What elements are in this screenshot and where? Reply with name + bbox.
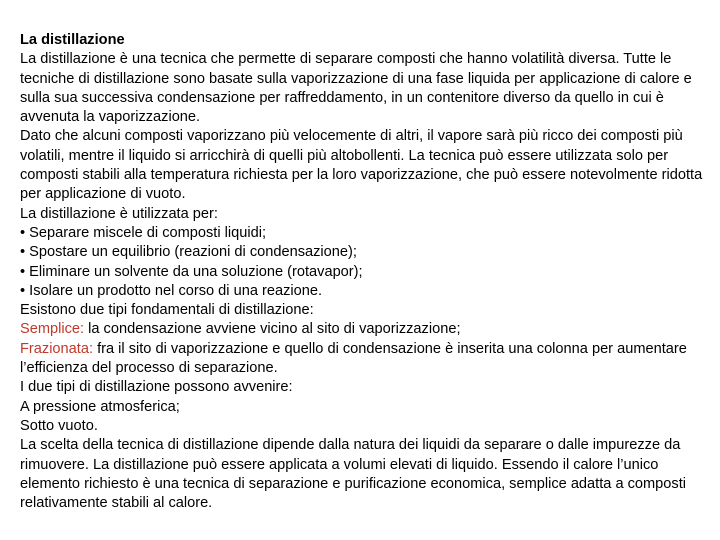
mode-item: A pressione atmosferica;: [20, 398, 180, 415]
mode-item: Sotto vuoto.: [20, 417, 98, 434]
type-simple: [20, 320, 716, 339]
document-body: [20, 31, 716, 513]
uses-heading: La distillazione è utilizzata per:: [20, 205, 218, 222]
type-simple-term: Semplice:: [20, 321, 85, 338]
type-fractional-text: fra il sito di vaporizzazione e quello di condensazione è inserita una colonna per aumentare l’efficienza del processo di separazione.: [20, 340, 687, 377]
paragraph-principle: Dato che alcuni composti vaporizzano più velocemente di altri, il vapore sarà più ricco dei composti più volatili, mentre il liquido si arricchirà di quelli più altobollenti. La tecnica può essere utilizzata solo per composti stabili alla temperatura richiesta per la loro vaporizzazione, che può essere notevolmente ridotta per applicazione di vuoto.: [20, 128, 703, 203]
uses-list-item: • Isolare un prodotto nel corso di una reazione.: [20, 282, 323, 299]
uses-list-item: • Eliminare un solvente da una soluzione (rotavapor);: [20, 263, 363, 280]
modes-heading: I due tipi di distillazione possono avvenire:: [20, 379, 293, 396]
paragraph-choice: La scelta della tecnica di distillazione dipende dalla natura dei liquidi da separare o dalle impurezze da rimuovere. La distillazione può essere applicata a volumi elevati di liquido. Essendo il calore l’unico elemento richiesto è una tecnica di separazione e purificazione economica, semplice adatta a composti relativamente stabili al calore.: [20, 437, 687, 512]
type-fractional-term: Frazionata:: [20, 340, 94, 357]
types-heading: Esistono due tipi fondamentali di distillazione:: [20, 302, 314, 319]
uses-list-item: • Spostare un equilibrio (reazioni di condensazione);: [20, 244, 357, 261]
paragraph-intro: La distillazione è una tecnica che permette di separare composti che hanno volatilità diversa. Tutte le tecniche di distillazione sono basate sulla vaporizzazione di una fase liquida per applicazione di calore e sulla sua successiva condensazione per raffreddamento, in un contenitore diverso da quello in cui è avvenuta la vaporizzazione.: [20, 51, 692, 126]
type-simple-text: la condensazione avviene vicino al sito di vaporizzazione;: [84, 321, 461, 338]
document-title: La distillazione: [20, 32, 125, 48]
type-fractional: [20, 340, 716, 379]
uses-list-item: • Separare miscele di composti liquidi;: [20, 224, 267, 241]
